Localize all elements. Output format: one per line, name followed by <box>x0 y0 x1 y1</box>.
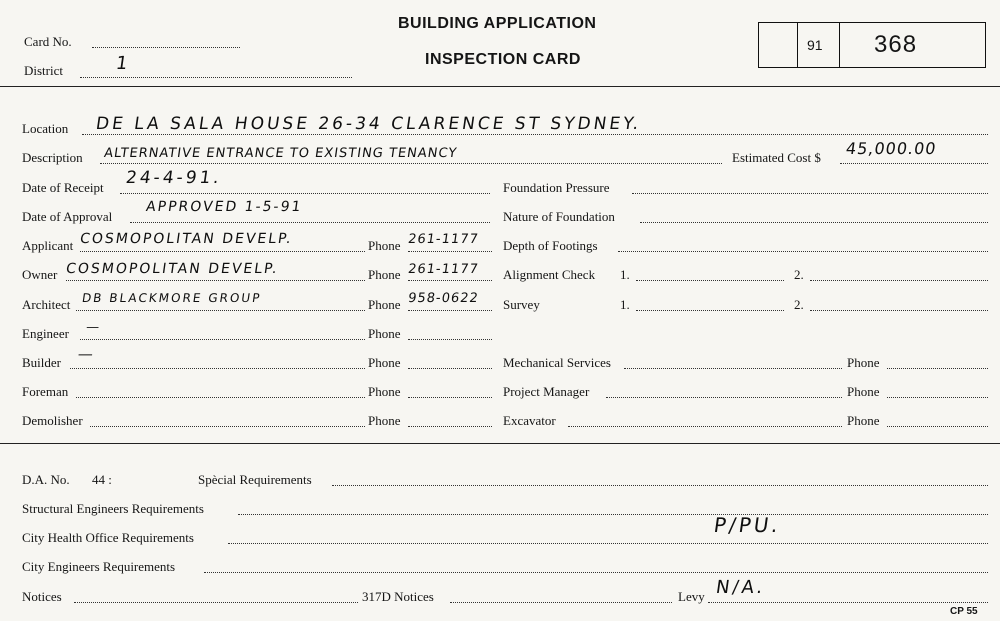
foundation-pressure-line <box>632 193 988 194</box>
description-line <box>100 163 722 164</box>
notices-317d-label: 317D Notices <box>362 589 434 604</box>
estimated-cost-label: Estimated Cost $ <box>732 150 821 165</box>
applicant-line <box>80 251 365 252</box>
mechanical-services-phone-line <box>887 368 988 369</box>
builder-phone-line <box>408 368 492 369</box>
card-no-label: Card No. <box>24 34 72 49</box>
levy-line <box>708 602 988 603</box>
survey-line2 <box>810 310 988 311</box>
card-code: 91 <box>807 37 823 53</box>
owner-phone-line <box>408 280 492 281</box>
estimated-cost-value: 45,000.00 <box>844 139 938 158</box>
applicant-phone-line <box>408 251 492 252</box>
alignment-check-num1: 1. <box>620 267 630 282</box>
description-value: ALTERNATIVE ENTRANCE TO EXISTING TENANCY <box>103 146 459 161</box>
approval-value: APPROVED 1-5-91 <box>144 199 304 215</box>
owner-value: COSMOPOLITAN DEVELP. <box>64 261 280 277</box>
levy-value: N/A. <box>714 577 767 598</box>
project-manager-phone-line <box>887 397 988 398</box>
da-no-label: D.A. No. <box>22 472 70 487</box>
project-manager-phone-label: Phone <box>847 384 880 399</box>
foreman-phone-label: Phone <box>368 384 401 399</box>
alignment-check-label: Alignment Check <box>503 267 596 282</box>
city-engineers-requirements-label: City Engineers Requirements <box>22 559 176 574</box>
approval-line <box>130 222 490 223</box>
builder-line <box>70 368 365 369</box>
foundation-pressure-label: Foundation Pressure <box>503 180 610 195</box>
receipt-line <box>120 193 490 194</box>
card-no-line <box>92 47 240 48</box>
notices-317d-line <box>450 602 672 603</box>
levy-label: Levy <box>678 589 705 604</box>
form-code: CP 55 <box>950 606 978 617</box>
description-label: Description <box>22 150 83 165</box>
foreman-phone-line <box>408 397 492 398</box>
mechanical-services-line <box>624 368 842 369</box>
owner-label: Owner <box>22 267 58 282</box>
survey-line1 <box>636 310 784 311</box>
health-requirements-value: P/PU. <box>712 513 783 537</box>
alignment-check-num2: 2. <box>794 267 804 282</box>
depth-of-footings-label: Depth of Footings <box>503 238 598 253</box>
location-label: Location <box>22 121 69 136</box>
engineer-label: Engineer <box>22 326 69 341</box>
demolisher-phone-line <box>408 426 492 427</box>
card-number: 368 <box>874 31 918 58</box>
builder-label: Builder <box>22 355 61 370</box>
architect-phone-label: Phone <box>368 297 401 312</box>
location-line <box>82 134 988 135</box>
nature-of-foundation-line <box>640 222 988 223</box>
mechanical-services-phone-label: Phone <box>847 355 880 370</box>
excavator-line <box>568 426 842 427</box>
architect-label: Architect <box>22 297 71 312</box>
foreman-line <box>76 397 365 398</box>
estimated-cost-line <box>840 163 988 164</box>
mechanical-services-label: Mechanical Services <box>503 355 611 370</box>
nature-of-foundation-label: Nature of Foundation <box>503 209 615 224</box>
survey-num1: 1. <box>620 297 630 312</box>
excavator-label: Excavator <box>503 413 556 428</box>
notices-line <box>74 602 358 603</box>
district-label: District <box>24 63 63 78</box>
receipt-label: Date of Receipt <box>22 180 104 195</box>
foreman-label: Foreman <box>22 384 69 399</box>
engineer-phone-label: Phone <box>368 326 401 341</box>
form-title: BUILDING APPLICATION <box>398 15 597 32</box>
structural-requirements-label: Structural Engineers Requirements <box>22 501 204 516</box>
engineer-value: — <box>85 320 102 335</box>
health-requirements-line <box>228 543 988 544</box>
depth-of-footings-line <box>618 251 988 252</box>
engineer-phone-line <box>408 339 492 340</box>
demolisher-phone-label: Phone <box>368 413 401 428</box>
section-divider <box>0 443 1000 444</box>
architect-line <box>76 310 365 311</box>
location-value: DE LA SALA HOUSE 26-34 CLARENCE ST SYDNEY. <box>94 114 643 134</box>
form-subtitle: INSPECTION CARD <box>425 51 581 68</box>
builder-value: — <box>76 345 96 363</box>
architect-value: DB BLACKMORE GROUP <box>81 291 263 305</box>
special-requirements-label: Spècial Requirements <box>198 472 312 487</box>
district-value: 1 <box>114 53 130 74</box>
survey-label: Survey <box>503 297 540 312</box>
da-no-value: 44 : <box>92 472 112 487</box>
owner-phone: 261-1177 <box>407 262 480 277</box>
approval-label: Date of Approval <box>22 209 113 224</box>
demolisher-line <box>90 426 365 427</box>
architect-phone-line <box>408 310 492 311</box>
demolisher-label: Demolisher <box>22 413 83 428</box>
excavator-phone-label: Phone <box>847 413 880 428</box>
applicant-phone-label: Phone <box>368 238 401 253</box>
engineer-line <box>80 339 365 340</box>
health-requirements-label: City Health Office Requirements <box>22 530 194 545</box>
applicant-value: COSMOPOLITAN DEVELP. <box>78 231 294 247</box>
notices-label: Notices <box>22 589 62 604</box>
special-requirements-line <box>332 485 988 486</box>
applicant-label: Applicant <box>22 238 74 253</box>
builder-phone-label: Phone <box>368 355 401 370</box>
receipt-value: 24-4-91. <box>124 168 224 188</box>
owner-phone-label: Phone <box>368 267 401 282</box>
owner-line <box>66 280 365 281</box>
applicant-phone: 261-1177 <box>407 232 480 247</box>
header-divider <box>0 86 1000 87</box>
excavator-phone-line <box>887 426 988 427</box>
architect-phone: 958-0622 <box>407 291 480 306</box>
city-engineers-requirements-line <box>204 572 988 573</box>
card-number-box <box>758 22 986 68</box>
district-line <box>80 77 352 78</box>
project-manager-label: Project Manager <box>503 384 590 399</box>
project-manager-line <box>606 397 842 398</box>
alignment-check-line1 <box>636 280 784 281</box>
structural-requirements-line <box>238 514 988 515</box>
alignment-check-line2 <box>810 280 988 281</box>
survey-num2: 2. <box>794 297 804 312</box>
